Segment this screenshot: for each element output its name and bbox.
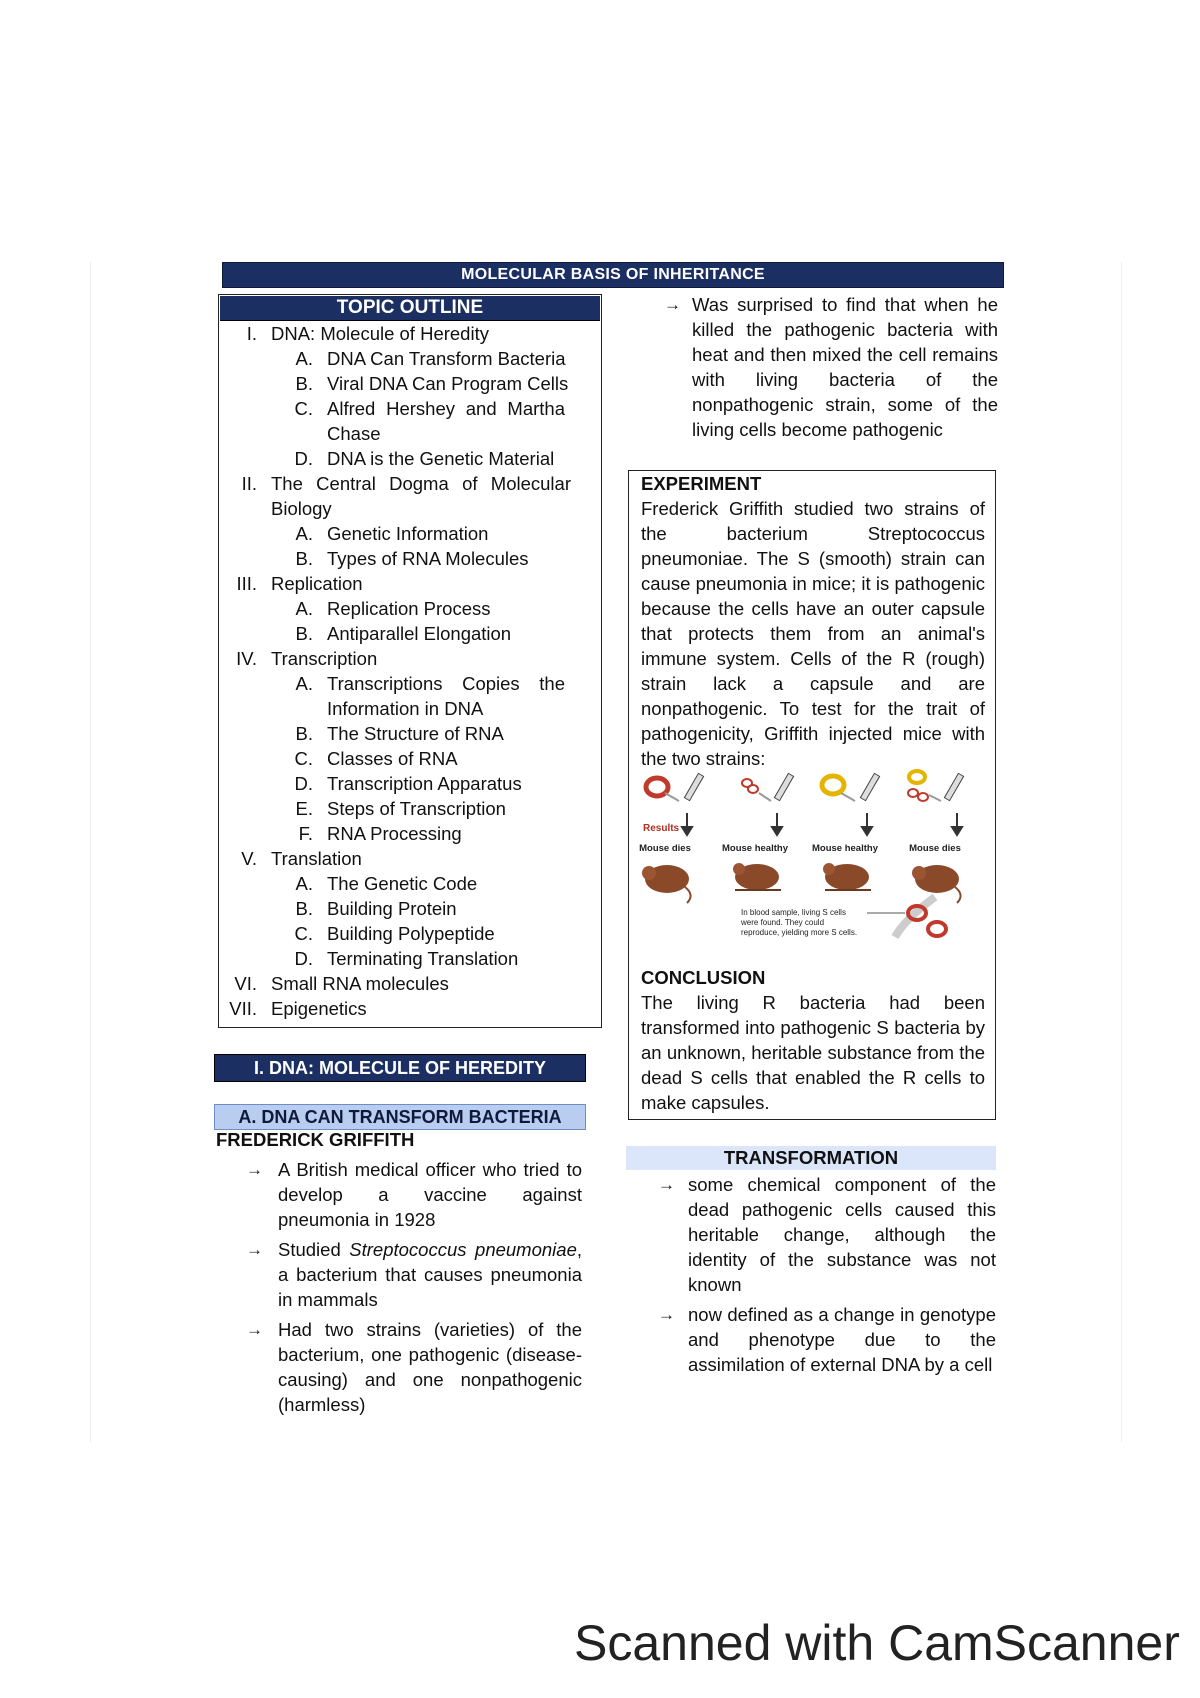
results-label: Results [643,823,680,834]
document-title-bar: MOLECULAR BASIS OF INHERITANCE [222,262,1004,288]
outline-number: V. [241,848,257,869]
mouse-dead-icon [912,865,961,903]
outline-text: DNA Can Transform Bacteria [327,348,566,369]
arrow-icon: → [664,295,681,314]
outline-text: The Genetic Code [327,873,478,894]
outline-text: Transcription Apparatus [327,773,522,794]
scanner-watermark: Scanned with CamScanner [574,1615,1180,1671]
experiment-box [628,470,996,1120]
outline-item [219,571,601,596]
result-arrows [682,813,962,835]
outline-number: B. [295,898,313,919]
outline-subitem [219,771,601,796]
griffith-experiment-figure [635,769,985,957]
outline-item [219,971,601,996]
outline-number: C. [294,923,313,944]
bullet-item: → Had two strains (varieties) of the bacterium, one pathogenic (disease-causing) and one nonpathogenic (harmless) [246,1319,582,1415]
outline-text: The Structure of RNA [327,723,504,744]
outline-subitem [219,371,601,396]
arrow-icon: → [246,1160,263,1179]
bullet-item: → Was surprised to find that when he killed the pathogenic bacteria with heat and then mixed the cell remains with living bacteria of the nonpathogenic strain, some of the living cells become pathogenic [664,294,998,440]
outline-number: A. [295,873,313,894]
outline-subitem [219,446,601,471]
outline-number: B. [295,373,313,394]
outline-text: Viral DNA Can Program Cells [327,373,569,394]
transformation-heading: TRANSFORMATION [626,1146,996,1170]
outline-text: Building Polypeptide [327,923,495,944]
outcome-label: Mouse healthy [812,843,878,854]
mouse-healthy-icon [733,863,781,890]
experiment-heading: EXPERIMENT [641,473,762,494]
bullet-item: → now defined as a change in genotype and phenotype due to the assimilation of external DNA by a cell [658,1304,996,1375]
transformation-bullets [626,1172,996,1382]
outline-subitem [219,721,601,746]
person-name: FREDERICK GRIFFITH [216,1129,415,1150]
outline-number: A. [295,348,313,369]
outline-item [219,471,601,521]
mouse-dead-icon [642,865,691,903]
outline-text: Replication Process [327,598,491,619]
outcome-label: Mouse dies [909,843,961,854]
outline-number: F. [298,823,313,844]
outline-subitem [219,871,601,896]
outline-subitem [219,796,601,821]
strain-s-heat-killed [822,773,880,801]
outline-text: Terminating Translation [327,948,519,969]
outline-subitem [219,671,601,721]
outline-subitem [219,921,601,946]
outline-number: B. [295,623,313,644]
outline-item [219,646,601,671]
outline-text: Building Protein [327,898,457,919]
outline-subitem [219,946,601,971]
outline-text: Epigenetics [271,998,367,1019]
species-name: Streptococcus pneumoniae [349,1239,577,1260]
outline-number: I. [246,323,257,344]
outline-number: IV. [236,648,257,669]
outline-number: C. [294,398,313,419]
outline-text: DNA is the Genetic Material [327,448,555,469]
outline-number: A. [295,673,313,694]
outline-subitem [219,596,601,621]
conclusion-text: The living R bacteria had been transformed into pathogenic S bacteria by an unknown, heritable substance from the dead S cells that enabled the R cells to make capsules. [641,992,985,1113]
outline-number: C. [294,748,313,769]
outline-text: Replication [271,573,363,594]
outcome-label: Mouse dies [639,843,691,854]
outline-text: Translation [271,848,362,869]
outline-item [219,996,601,1021]
outline-number: D. [294,773,313,794]
outline-text: Classes of RNA [327,748,458,769]
outline-text: Antiparallel Elongation [327,623,512,644]
outline-item [219,846,601,871]
topic-outline-box [218,294,602,1028]
outline-subitem [219,821,601,846]
section-heading: I. DNA: MOLECULE OF HEREDITY [214,1054,586,1082]
outline-text: Types of RNA Molecules [327,548,529,569]
outline-subitem [219,896,601,921]
outline-text: The Central Dogma of Molecular Biology [271,473,571,519]
arrow-icon: → [246,1320,263,1339]
outline-subitem [219,346,601,371]
outline-number: VI. [234,973,257,994]
outline-number: II. [241,473,257,494]
outline-subitem [219,546,601,571]
outline-subitem [219,746,601,771]
strain-r-living [742,773,794,801]
figure-note: were found. They could [741,918,825,927]
outline-number: D. [294,948,313,969]
outline-number: E. [295,798,313,819]
arrow-icon: → [246,1240,263,1259]
conclusion-heading: CONCLUSION [641,967,766,988]
outline-number: III. [236,573,257,594]
outline-text: Steps of Transcription [327,798,506,819]
right-top-bullets [630,292,998,447]
outline-number: B. [295,723,313,744]
outline-number: A. [295,523,313,544]
outline-text: Small RNA molecules [271,973,449,994]
topic-outline-title: TOPIC OUTLINE [220,296,600,321]
topic-outline-list [219,321,601,1021]
strain-mixture [908,771,964,801]
outline-number: D. [294,448,313,469]
figure-note: reproduce, yielding more S cells. [741,928,858,937]
mouse-healthy-icon [823,863,871,890]
griffith-bullets [216,1157,582,1422]
arrow-icon: → [658,1305,675,1324]
bullet-item: → A British medical officer who tried to develop a vaccine against pneumonia in 1928 [246,1159,582,1230]
figure-note: In blood sample, living S cells [741,908,846,917]
bullet-item: → some chemical component of the dead pathogenic cells caused this heritable change, although the identity of the substance was not known [658,1174,996,1295]
outline-text: Transcription [271,648,378,669]
outline-subitem [219,396,601,446]
outline-number: B. [295,548,313,569]
strain-s-living [646,773,704,801]
outline-subitem [219,621,601,646]
outline-text: Transcriptions Copies the Information in DNA [327,673,565,719]
arrow-icon: → [658,1175,675,1194]
outcome-label: Mouse healthy [722,843,788,854]
outline-item [219,321,601,346]
outline-number: A. [295,598,313,619]
outline-text: RNA Processing [327,823,462,844]
outline-text: Genetic Information [327,523,489,544]
outline-number: VII. [229,998,257,1019]
experiment-text: Frederick Griffith studied two strains of the bacterium Streptococcus pneumoniae. The S (smooth) strain can cause pneumonia in mice; it is pathogenic because the cells have an outer capsule that protects them from an animal's immune system. Cells of the R (rough) strain lack a capsule and are nonpathogenic. To test for the trait of pathogenicity, Griffith injected mice with the two strains: [641,498,985,769]
outline-text: DNA: Molecule of Heredity [271,323,489,344]
outline-subitem [219,521,601,546]
subsection-heading: A. DNA CAN TRANSFORM BACTERIA [214,1104,586,1130]
outline-text: Alfred Hershey and Martha Chase [327,398,565,444]
bullet-item: → Studied Streptococcus pneumoniae, a bacterium that causes pneumonia in mammals [246,1239,582,1310]
